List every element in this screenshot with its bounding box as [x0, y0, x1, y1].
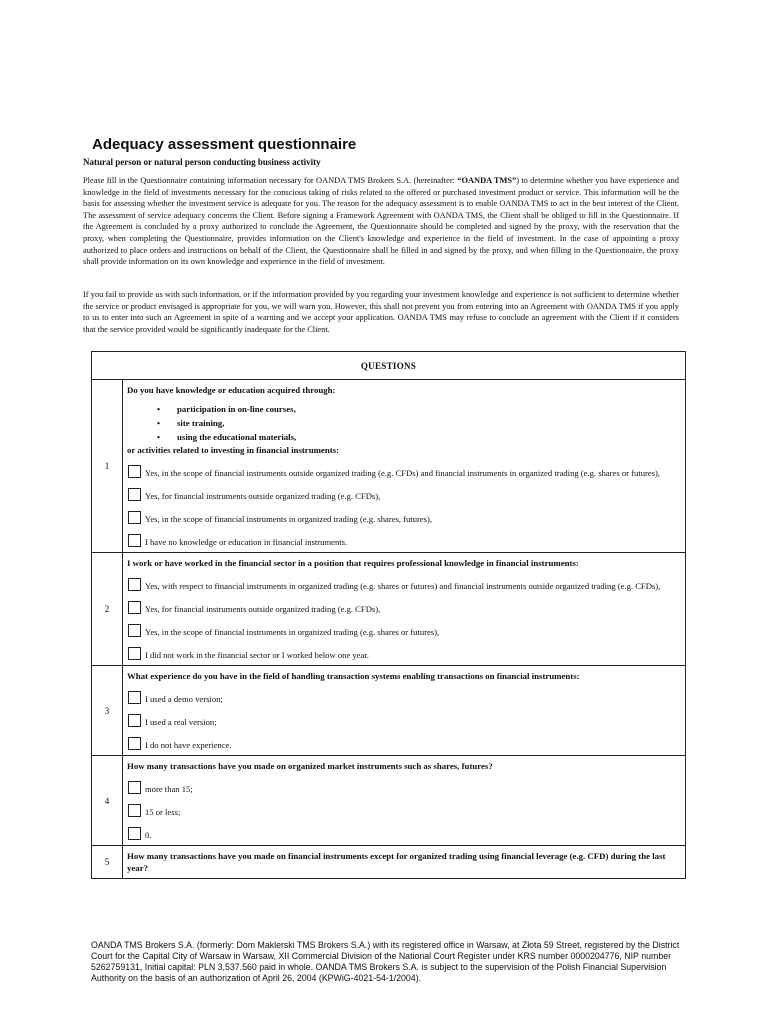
question-text-after: or activities related to investing in financial instruments:: [127, 445, 340, 455]
bullet-item: • participation in on-line courses,: [127, 402, 680, 416]
answer-option: [127, 804, 680, 818]
intro-paragraph-2: If you fail to provide us with such information, or if the information provided by you regarding your investment knowledge and experience is not sufficient to determine whether the service or product envisaged is appropriate for you, we will warn you. However, this shall not prevent you from entering into an Agreement with OANDA TMS if you apply to us to enter into such an Agreement in spite of a warning and we accept your application. OANDA TMS may refuse to conclude an agreement with the Client if it considers that the service provided would be significantly inadequate for the Client.: [83, 290, 679, 334]
answer-option: [127, 691, 680, 705]
option-label: 15 or less;: [145, 807, 181, 817]
question-body: [123, 666, 686, 756]
questions-header-row: [92, 352, 686, 380]
option-label: I have no knowledge or education in financial instruments.: [145, 537, 348, 547]
checkbox[interactable]: [128, 781, 141, 794]
option-label: 0.: [145, 830, 152, 840]
intro-p1-part-a: Please fill in the Questionnaire containing information necessary for OANDA TMS Brokers S.A. (hereinafter:: [83, 176, 458, 185]
checkbox[interactable]: [128, 804, 141, 817]
intro-paragraph-1: [83, 175, 679, 268]
question-row-4: [92, 756, 686, 846]
option-label: I did not work in the financial sector or I worked below one year.: [145, 650, 369, 660]
question-body: [123, 756, 686, 846]
answer-option: [127, 647, 680, 661]
checkbox[interactable]: [128, 624, 141, 637]
option-label: Yes, in the scope of financial instruments in organized trading (e.g. shares or futures),: [145, 627, 440, 637]
answer-option: [127, 465, 680, 479]
checkbox[interactable]: [128, 534, 141, 547]
checkbox[interactable]: [128, 827, 141, 840]
question-number: 3: [92, 666, 123, 756]
option-label: Yes, for financial instruments outside organized trading (e.g. CFDs),: [145, 491, 381, 501]
answer-option: [127, 624, 680, 638]
checkbox[interactable]: [128, 578, 141, 591]
option-label: Yes, with respect to financial instruments in organized trading (e.g. shares or futures) and financial instruments outside organized trading (e.g. CFDs),: [145, 581, 661, 591]
question-number: 1: [92, 380, 123, 553]
option-label: Yes, in the scope of financial instruments outside organized trading (e.g. CFDs) and financial instruments in organized trading (e.g. shares or futures),: [145, 468, 661, 478]
answer-option: [127, 511, 680, 525]
question-text: I work or have worked in the financial sector in a position that requires professional knowledge in financial instruments:: [127, 558, 579, 568]
checkbox[interactable]: [128, 488, 141, 501]
questions-table: [91, 351, 686, 879]
checkbox[interactable]: [128, 511, 141, 524]
question-number: 2: [92, 553, 123, 666]
bullet-list: [127, 402, 680, 444]
answer-option: [127, 534, 680, 548]
option-label: Yes, in the scope of financial instruments in organized trading (e.g. shares, futures),: [145, 514, 433, 524]
option-label: I used a real version;: [145, 717, 217, 727]
answer-option: [127, 714, 680, 728]
option-label: Yes, for financial instruments outside organized trading (e.g. CFDs),: [145, 604, 381, 614]
footer-legal-notice: OANDA TMS Brokers S.A. (formerly: Dom Maklerski TMS Brokers S.A.) with its registered office in Warsaw, at Złota 59 Street, registered by the District Court for the Capital City of Warsaw in Warsaw, XII Commercial Division of the National Court Register under KRS number 0000204776, NIP number 5262759131, Initial capital: PLN 3,537.560 paid in whole. OANDA TMS Brokers S.A. is subject to the supervision of the Polish Financial Supervision Authority on the basis of an authorization of April 26, 2004 (KPWiG-4021-54-1/2004).: [91, 940, 680, 983]
question-text: Do you have knowledge or education acquired through:: [127, 385, 336, 395]
checkbox[interactable]: [128, 714, 141, 727]
intro-p1-part-b: ) to determine whether you have experience and knowledge in the field of investments necessary for the conscious taking of risks related to the offered or purchased investment product or service. This information will be the basis for assessing whether the investment service is adequate for you. The reason for the adequacy assessment is to enable OANDA TMS to act in the best interest of the Client. The assessment of service adequacy concerns the Client. Before signing a Framework Agreement with OANDA TMS, the Client shall be obliged to fill in the Questionnaire. If the Agreement is concluded by a proxy authorized to conclude the Agreement, the Questionnaire should be completed and signed by the proxy, with the reservation that the proxy, when completing the Questionnaire, provides information on the Client's knowledge and experience in the field of investment. In the case of appointing a proxy authorized to place orders and instructions on behalf of the Client, the Questionnaire shall be filled in and signed by the proxy, and when filling in the Questionnaire, the proxy shall provide information on its own knowledge and experience in the field of investment.: [83, 176, 679, 267]
questions-header: QUESTIONS: [92, 352, 686, 380]
answer-option: [127, 578, 680, 592]
question-number: 4: [92, 756, 123, 846]
checkbox[interactable]: [128, 465, 141, 478]
answer-option: [127, 827, 680, 841]
option-label: I used a demo version;: [145, 694, 223, 704]
bullet-item: • using the educational materials,: [127, 430, 680, 444]
answer-option: [127, 488, 680, 502]
question-row-3: [92, 666, 686, 756]
question-number: 5: [92, 846, 123, 879]
answer-option: [127, 781, 680, 795]
question-body: [123, 553, 686, 666]
option-label: more than 15;: [145, 784, 193, 794]
question-text: What experience do you have in the field of handling transaction systems enabling transactions on financial instruments:: [127, 671, 580, 681]
question-body: [123, 846, 686, 879]
answer-option: [127, 737, 680, 751]
checkbox[interactable]: [128, 737, 141, 750]
bullet-item: • site training,: [127, 416, 680, 430]
question-row-1: [92, 380, 686, 553]
question-body: [123, 380, 686, 553]
document-title: Adequacy assessment questionnaire: [92, 136, 357, 153]
checkbox[interactable]: [128, 647, 141, 660]
question-text: How many transactions have you made on financial instruments except for organized trading using financial leverage (e.g. CFD) during the last year?: [127, 851, 666, 873]
checkbox[interactable]: [128, 601, 141, 614]
checkbox[interactable]: [128, 691, 141, 704]
question-row-5: [92, 846, 686, 879]
option-label: I do not have experience.: [145, 740, 232, 750]
question-text: How many transactions have you made on organized market instruments such as shares, futures?: [127, 761, 493, 771]
question-row-2: [92, 553, 686, 666]
document-subtitle: Natural person or natural person conducting business activity: [83, 157, 321, 167]
answer-option: [127, 601, 680, 615]
intro-p1-bold: “OANDA TMS”: [457, 176, 517, 185]
